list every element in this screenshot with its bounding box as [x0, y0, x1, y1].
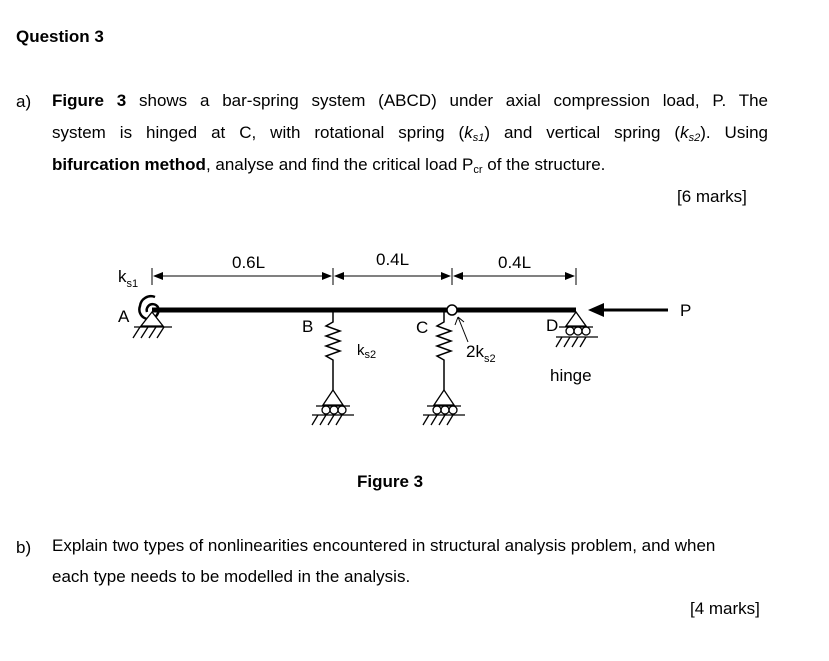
point-a-label: A	[118, 307, 130, 326]
part-a-line-2	[52, 123, 768, 143]
ks2-symbol	[680, 123, 700, 142]
part-b-marks: [4 marks]	[690, 599, 760, 618]
pcr-sub: cr	[473, 164, 483, 176]
ks1-base: k	[464, 123, 473, 142]
dim-label-cd: 0.4L	[498, 253, 532, 272]
ks1-label-base: k	[118, 267, 127, 286]
two-ks2-label-sub: s2	[483, 353, 496, 365]
part-a-label: a)	[16, 92, 32, 111]
ks1-sub: s1	[472, 132, 485, 144]
ks2-spring-label	[357, 342, 376, 361]
vertical-spring-c	[437, 312, 451, 390]
part-a-line-1	[52, 91, 768, 111]
figure-3-diagram	[0, 240, 829, 470]
part-a-line-3-text-1: , analyse and find the critical load P	[205, 155, 474, 174]
ks2-spring-label-base: k	[357, 342, 365, 359]
ks2-spring-label-sub: s2	[364, 349, 377, 361]
ks2-base: k	[680, 123, 689, 142]
figure-ref: Figure 3	[52, 91, 127, 110]
part-a-line-1-text: shows a bar-spring system (ABCD) under axial compression load, P. The	[126, 91, 769, 110]
part-a-line-2-text-3: ). Using	[700, 123, 769, 142]
dim-label-ab: 0.6L	[232, 253, 266, 272]
figure-caption: Figure 3	[357, 472, 424, 491]
roller-support-c	[423, 390, 465, 425]
bifurcation-method: bifurcation method	[52, 155, 206, 174]
pin-support-a	[133, 312, 172, 338]
load-arrow-p	[588, 303, 668, 317]
point-c-label: C	[416, 318, 429, 337]
ks1-symbol	[464, 123, 484, 142]
part-b-label: b)	[16, 538, 32, 557]
part-b-line-2: each type needs to be modelled in the analysis.	[52, 567, 411, 586]
roller-support-b	[312, 390, 354, 425]
dim-label-bc: 0.4L	[376, 250, 410, 269]
load-p-label: P	[680, 301, 692, 320]
point-b-label: B	[302, 317, 314, 336]
two-ks2-label-base: 2k	[466, 342, 484, 361]
hinge-label: hinge	[550, 366, 592, 385]
point-d-label: D	[546, 316, 559, 335]
part-a-line-3	[52, 155, 606, 176]
ks1-label	[118, 267, 138, 290]
ks1-label-sub: s1	[126, 278, 139, 290]
part-a-line-3-text-2: of the structure.	[482, 155, 606, 174]
roller-support-d	[556, 312, 598, 347]
part-b-line-1: Explain two types of nonlinearities encountered in structural analysis problem, and when	[52, 536, 716, 555]
part-a-marks: [6 marks]	[677, 187, 747, 206]
question-title: Question 3	[16, 27, 104, 46]
ks2-sub: s2	[688, 132, 701, 144]
hinge-c	[447, 305, 457, 315]
vertical-spring-b	[326, 312, 340, 390]
two-ks2-label	[466, 342, 496, 365]
part-a-line-2-text-1: system is hinged at C, with rotational spring (	[52, 123, 465, 142]
part-a-line-2-text-2: ) and vertical spring (	[484, 123, 681, 142]
